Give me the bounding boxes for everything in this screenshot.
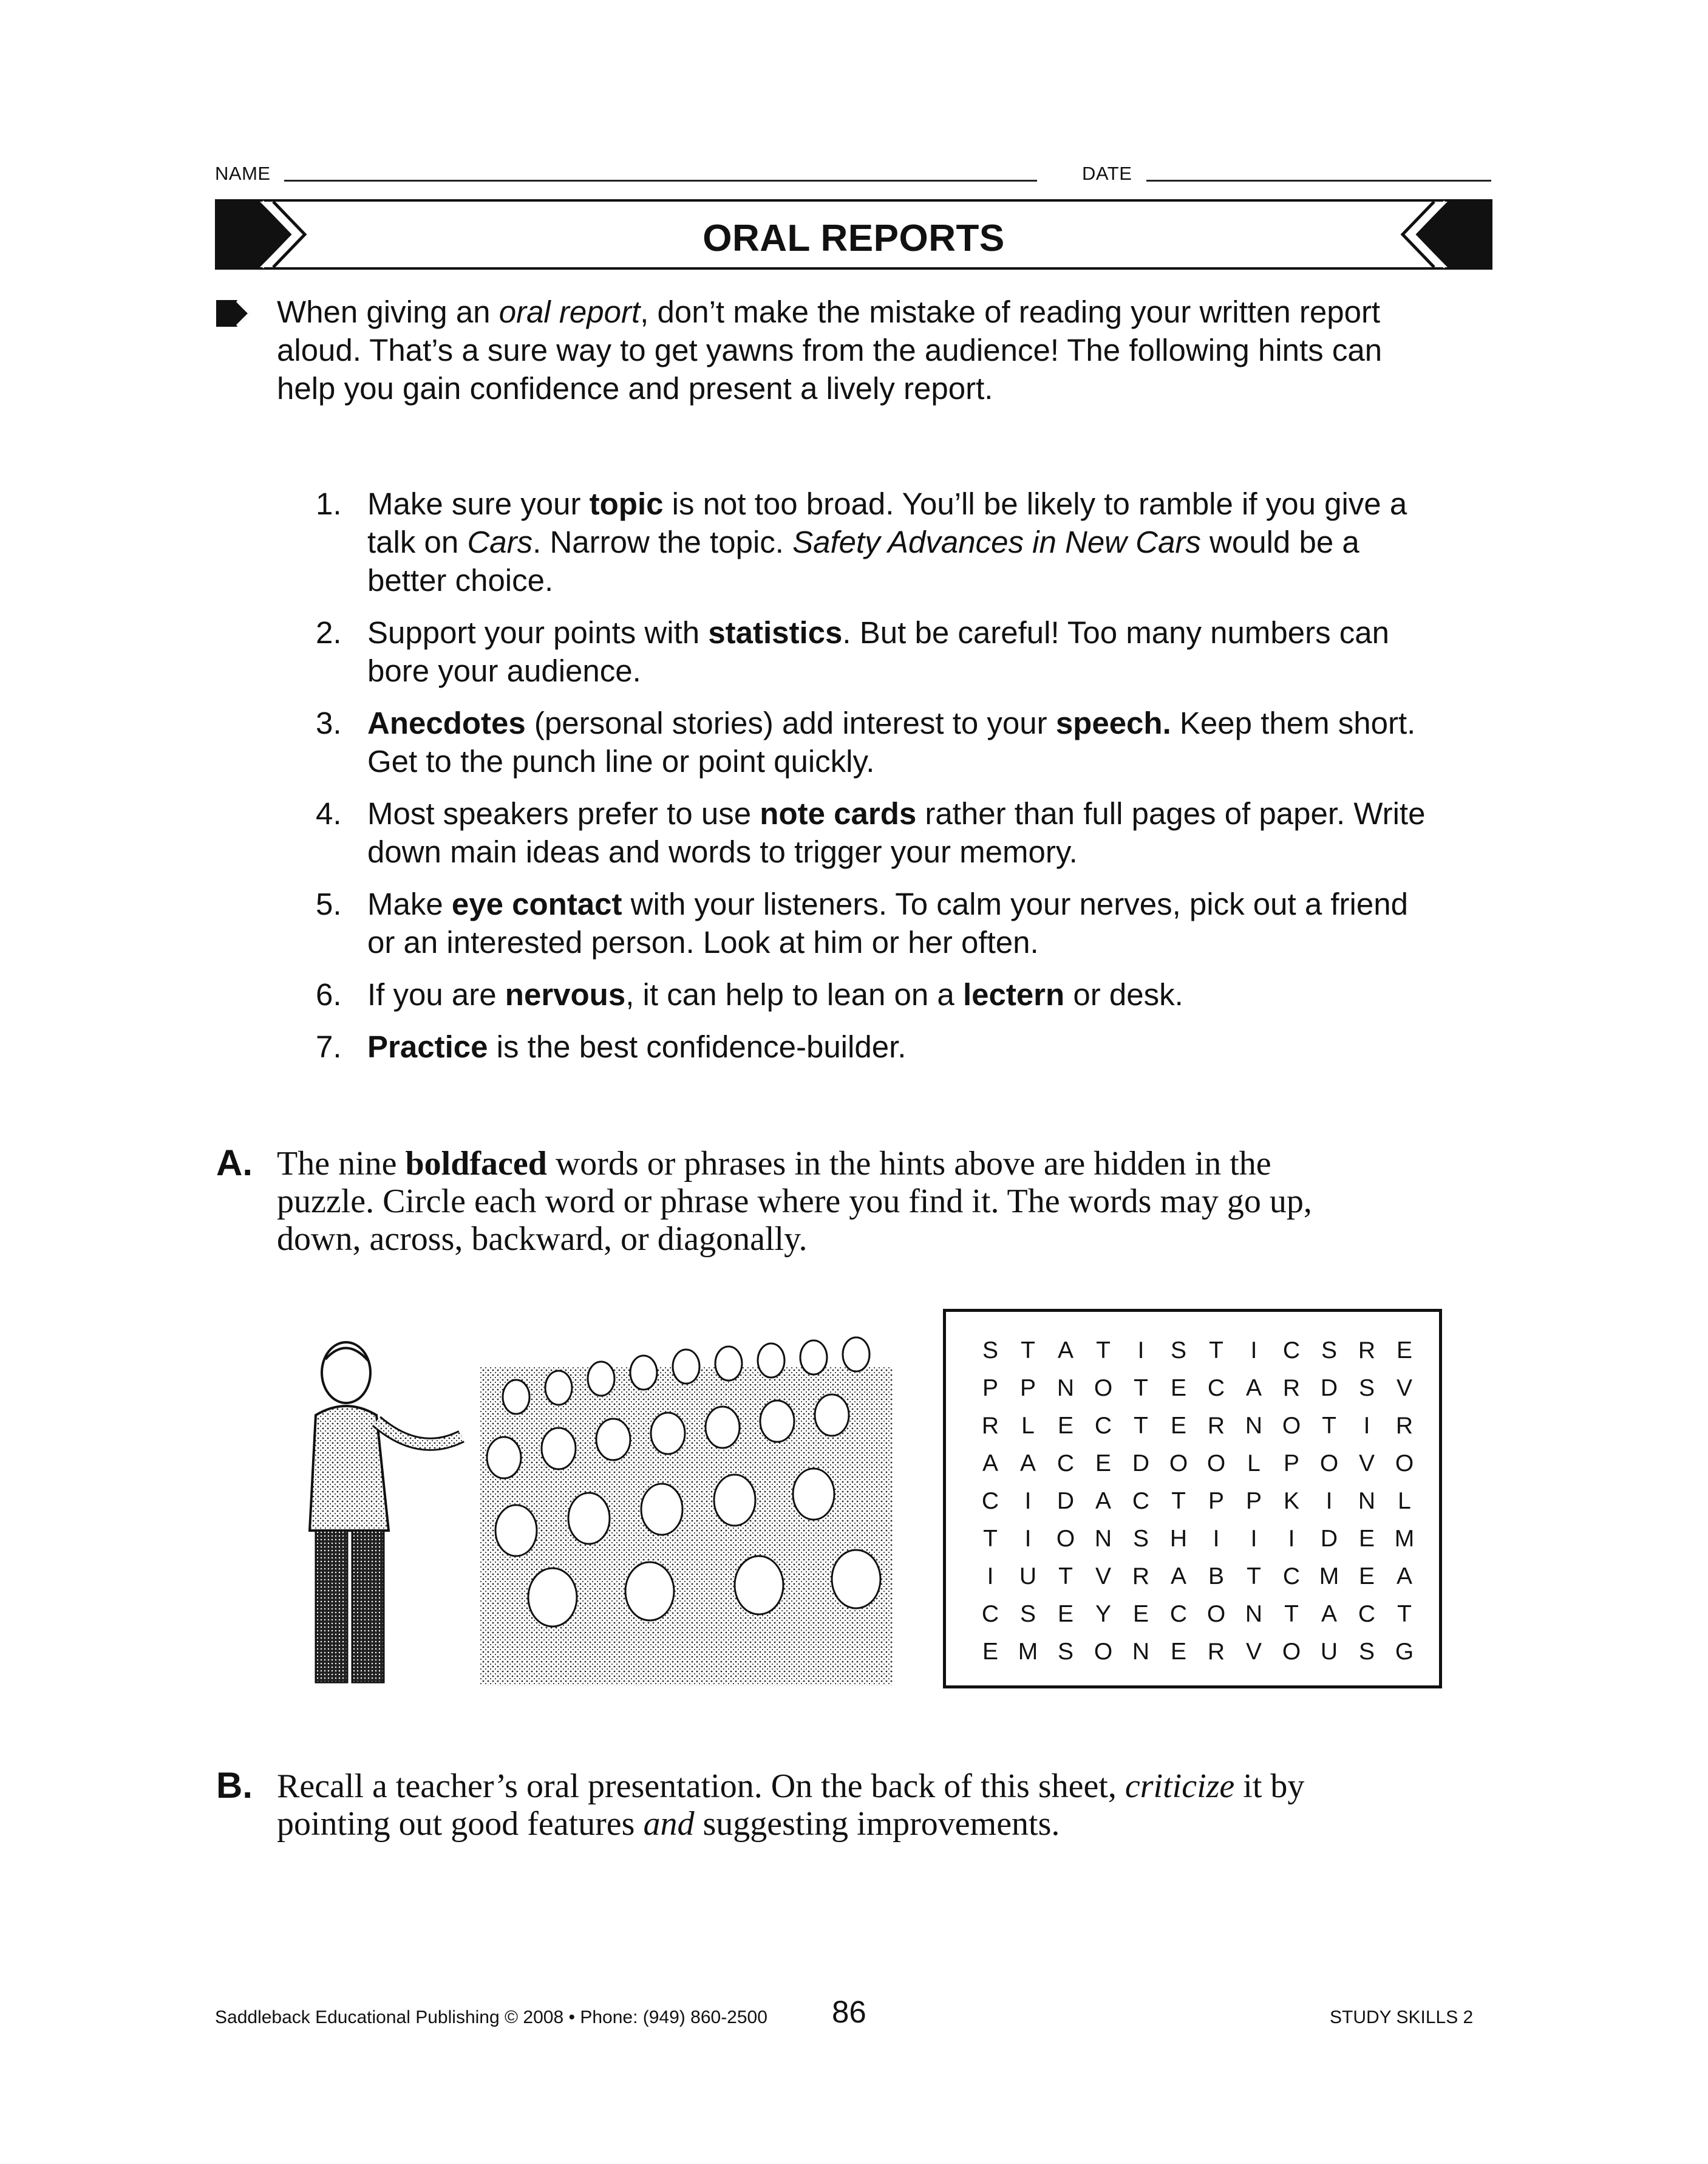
puzzle-letter[interactable]: U: [1320, 1639, 1338, 1665]
puzzle-letter[interactable]: E: [982, 1639, 998, 1665]
puzzle-letter[interactable]: C: [1282, 1563, 1301, 1589]
puzzle-letter[interactable]: O: [1094, 1375, 1113, 1401]
list-item: [316, 485, 1427, 599]
puzzle-letter[interactable]: R: [1207, 1413, 1225, 1439]
puzzle-letter[interactable]: C: [1056, 1450, 1075, 1476]
bold-term: eye contact: [451, 887, 622, 921]
puzzle-letter[interactable]: O: [1169, 1450, 1188, 1476]
puzzle-letter[interactable]: V: [1396, 1375, 1412, 1401]
puzzle-letter[interactable]: S: [1170, 1337, 1186, 1364]
text: The nine: [277, 1145, 406, 1183]
bold-term: note cards: [760, 796, 917, 831]
name-line[interactable]: [284, 180, 1037, 182]
puzzle-letter[interactable]: O: [1206, 1601, 1226, 1627]
puzzle-letter[interactable]: S: [1321, 1337, 1337, 1364]
puzzle-letter[interactable]: P: [1283, 1450, 1299, 1476]
puzzle-letter[interactable]: V: [1358, 1450, 1375, 1476]
bold-term: Anecdotes: [367, 706, 526, 740]
puzzle-letter[interactable]: U: [1019, 1563, 1037, 1589]
page-title: ORAL REPORTS: [703, 217, 1005, 259]
puzzle-letter[interactable]: E: [1358, 1563, 1375, 1589]
puzzle-row: [971, 1524, 1423, 1562]
puzzle-letter[interactable]: C: [1207, 1375, 1225, 1401]
puzzle-letter[interactable]: C: [981, 1488, 999, 1514]
puzzle-letter[interactable]: B: [1208, 1563, 1224, 1589]
puzzle-letter[interactable]: T: [1021, 1337, 1035, 1364]
puzzle-letter[interactable]: A: [1396, 1563, 1412, 1589]
item-number: 3.: [316, 706, 342, 740]
puzzle-letter[interactable]: S: [1358, 1639, 1375, 1665]
puzzle-letter[interactable]: I: [1024, 1526, 1032, 1552]
footer-publisher: Saddleback Educational Publishing © 2008 • Phone: (949) 860-2500: [215, 2007, 767, 2027]
puzzle-row: [971, 1637, 1423, 1675]
text: is the best confidence-builder.: [488, 1029, 907, 1064]
puzzle-letter[interactable]: N: [1358, 1488, 1376, 1514]
puzzle-letter[interactable]: I: [1288, 1526, 1295, 1552]
puzzle-letter[interactable]: O: [1282, 1639, 1301, 1665]
intro-italic: oral report: [498, 295, 641, 329]
puzzle-letter[interactable]: S: [982, 1337, 998, 1364]
puzzle-letter[interactable]: O: [1282, 1413, 1301, 1439]
puzzle-letter[interactable]: R: [1358, 1337, 1376, 1364]
puzzle-letter[interactable]: M: [1394, 1526, 1415, 1552]
puzzle-letter[interactable]: A: [1321, 1601, 1337, 1627]
puzzle-letter[interactable]: T: [1397, 1601, 1412, 1627]
audience-crowd: [480, 1337, 893, 1685]
puzzle-letter[interactable]: V: [1245, 1639, 1262, 1665]
puzzle-letter[interactable]: T: [1134, 1375, 1148, 1401]
puzzle-letter[interactable]: I: [1363, 1413, 1370, 1439]
text: with your listeners. To calm your nerves, pick out a friend or an interested person. Look at him or her often.: [367, 887, 1408, 960]
puzzle-letter[interactable]: S: [1132, 1526, 1149, 1552]
puzzle-letter[interactable]: A: [1245, 1375, 1262, 1401]
text: words or phrases in the hints above are hidden in the puzzle. Circle each word or phrase where you find it. The words may go up, down, across, backward, or diagonally.: [277, 1145, 1312, 1258]
text: , it can help to lean on a: [625, 977, 963, 1012]
puzzle-letter[interactable]: A: [1095, 1488, 1111, 1514]
puzzle-letter[interactable]: R: [1395, 1413, 1414, 1439]
puzzle-letter[interactable]: I: [1250, 1526, 1257, 1552]
puzzle-letter[interactable]: M: [1319, 1563, 1339, 1589]
list-item: [316, 704, 1427, 780]
puzzle-letter[interactable]: P: [1208, 1488, 1224, 1514]
text: it by pointing out good features: [277, 1767, 1305, 1843]
text: . But be careful! Too many numbers can bore your audience.: [367, 615, 1389, 688]
item-number: 5.: [316, 887, 342, 921]
text: would be a better choice.: [367, 525, 1359, 598]
puzzle-letter[interactable]: E: [1170, 1639, 1186, 1665]
puzzle-letter[interactable]: Y: [1095, 1601, 1111, 1627]
puzzle-letter[interactable]: A: [1170, 1563, 1186, 1589]
list-item: [316, 794, 1427, 871]
text: Make: [367, 887, 452, 921]
puzzle-letter[interactable]: R: [1207, 1639, 1225, 1665]
puzzle-row: [971, 1336, 1423, 1374]
text: rather than full pages of paper. Write down main ideas and words to trigger your memory.: [367, 796, 1426, 869]
puzzle-letter[interactable]: D: [1132, 1450, 1150, 1476]
puzzle-row: [971, 1600, 1423, 1637]
puzzle-letter[interactable]: C: [1132, 1488, 1150, 1514]
text: suggesting improvements.: [694, 1805, 1060, 1843]
italic-term: and: [643, 1805, 695, 1843]
puzzle-row: [971, 1487, 1423, 1524]
puzzle-letter[interactable]: R: [1132, 1563, 1150, 1589]
puzzle-letter[interactable]: E: [1057, 1413, 1073, 1439]
puzzle-letter[interactable]: T: [1247, 1563, 1261, 1589]
text: Make sure your: [367, 486, 590, 521]
bold-term: topic: [589, 486, 664, 521]
intro-text-2: , don’t make the mistake of reading your written report aloud. That’s a sure way to get yawns from the audience! The following hints can help you gain confidence and present a lively report.: [277, 295, 1383, 406]
audience-illustration: [298, 1330, 893, 1685]
item-number: 6.: [316, 977, 342, 1012]
section-a-instructions: [277, 1145, 1370, 1258]
puzzle-letter[interactable]: O: [1319, 1450, 1339, 1476]
puzzle-letter[interactable]: N: [1245, 1601, 1263, 1627]
puzzle-letter[interactable]: A: [1057, 1337, 1073, 1364]
puzzle-row: [971, 1562, 1423, 1600]
text: Recall a teacher’s oral presentation. On the back of this sheet,: [277, 1767, 1125, 1805]
puzzle-letter[interactable]: C: [1358, 1601, 1376, 1627]
puzzle-letter[interactable]: P: [1019, 1375, 1036, 1401]
puzzle-letter[interactable]: O: [1056, 1526, 1075, 1552]
puzzle-letter[interactable]: I: [1213, 1526, 1220, 1552]
section-b-letter: B.: [216, 1765, 253, 1806]
puzzle-letter[interactable]: N: [1245, 1413, 1263, 1439]
puzzle-letter[interactable]: M: [1018, 1639, 1038, 1665]
puzzle-letter[interactable]: E: [1057, 1601, 1073, 1627]
puzzle-letter[interactable]: K: [1283, 1488, 1299, 1514]
puzzle-letter[interactable]: N: [1056, 1375, 1075, 1401]
bold-term: nervous: [505, 977, 626, 1012]
puzzle-letter[interactable]: A: [1019, 1450, 1036, 1476]
item-number: 7.: [316, 1029, 342, 1064]
puzzle-letter[interactable]: H: [1169, 1526, 1188, 1552]
puzzle-letter[interactable]: E: [1170, 1375, 1186, 1401]
word-search-puzzle[interactable]: [943, 1309, 1442, 1688]
puzzle-letter[interactable]: C: [1282, 1337, 1301, 1364]
puzzle-letter[interactable]: D: [1320, 1526, 1338, 1552]
intro-paragraph: [277, 293, 1431, 408]
text: Support your points with: [367, 615, 709, 650]
section-a-letter: A.: [216, 1142, 253, 1183]
puzzle-letter[interactable]: N: [1094, 1526, 1112, 1552]
puzzle-letter[interactable]: P: [982, 1375, 998, 1401]
puzzle-letter[interactable]: T: [1134, 1413, 1148, 1439]
list-item: [316, 1028, 1427, 1066]
arrow-bullet-icon: [216, 300, 250, 327]
text: is not too broad. You’ll be likely to ramble if you give a talk on: [367, 486, 1407, 559]
text: (personal stories) add interest to your: [525, 706, 1056, 740]
text: Keep them short. Get to the punch line or point quickly.: [367, 706, 1416, 779]
puzzle-letter[interactable]: S: [1358, 1375, 1375, 1401]
bold-term: Practice: [367, 1029, 488, 1064]
puzzle-letter[interactable]: O: [1094, 1639, 1113, 1665]
puzzle-letter[interactable]: T: [1171, 1488, 1186, 1514]
puzzle-letter[interactable]: S: [1057, 1639, 1073, 1665]
puzzle-letter[interactable]: E: [1396, 1337, 1412, 1364]
puzzle-letter[interactable]: O: [1206, 1450, 1226, 1476]
puzzle-letter[interactable]: T: [1058, 1563, 1073, 1589]
name-label: NAME: [215, 163, 271, 184]
list-item: [316, 975, 1427, 1014]
item-number: 1.: [316, 486, 342, 521]
puzzle-letter[interactable]: A: [982, 1450, 998, 1476]
puzzle-row: [971, 1374, 1423, 1411]
puzzle-letter[interactable]: E: [1132, 1601, 1149, 1627]
puzzle-grid[interactable]: [971, 1336, 1423, 1675]
puzzle-letter[interactable]: V: [1095, 1563, 1111, 1589]
puzzle-letter[interactable]: R: [981, 1413, 999, 1439]
title-banner: [215, 199, 1492, 270]
text: If you are: [367, 977, 505, 1012]
puzzle-letter[interactable]: I: [1024, 1488, 1032, 1514]
puzzle-letter[interactable]: C: [1169, 1601, 1188, 1627]
bold-term: lectern: [962, 977, 1065, 1012]
bold-term: boldfaced: [405, 1145, 547, 1183]
hints-list: [316, 485, 1427, 1080]
puzzle-letter[interactable]: D: [1320, 1375, 1338, 1401]
puzzle-letter[interactable]: T: [983, 1526, 998, 1552]
list-item: [316, 885, 1427, 961]
puzzle-letter[interactable]: I: [1325, 1488, 1333, 1514]
puzzle-letter[interactable]: T: [1284, 1601, 1299, 1627]
puzzle-letter[interactable]: L: [1021, 1413, 1035, 1439]
puzzle-letter[interactable]: I: [1250, 1337, 1257, 1364]
puzzle-letter[interactable]: P: [1245, 1488, 1262, 1514]
page-number: 86: [832, 1995, 866, 2029]
item-number: 2.: [316, 615, 342, 650]
puzzle-row: [971, 1411, 1423, 1449]
puzzle-letter[interactable]: E: [1170, 1413, 1186, 1439]
puzzle-letter[interactable]: D: [1056, 1488, 1075, 1514]
puzzle-letter[interactable]: R: [1282, 1375, 1301, 1401]
text: Most speakers prefer to use: [367, 796, 760, 831]
puzzle-letter[interactable]: E: [1358, 1526, 1375, 1552]
bold-term: speech.: [1055, 706, 1171, 740]
text: or desk.: [1064, 977, 1183, 1012]
puzzle-letter[interactable]: L: [1247, 1450, 1261, 1476]
italic-term: criticize: [1124, 1767, 1235, 1805]
italic-term: Cars: [467, 525, 533, 559]
puzzle-letter[interactable]: T: [1209, 1337, 1223, 1364]
puzzle-letter[interactable]: G: [1395, 1639, 1414, 1665]
date-label: DATE: [1082, 163, 1132, 184]
puzzle-letter[interactable]: L: [1398, 1488, 1411, 1514]
bold-term: statistics: [708, 615, 843, 650]
section-b-instructions: [277, 1767, 1333, 1843]
puzzle-letter[interactable]: S: [1019, 1601, 1036, 1627]
date-line[interactable]: [1146, 180, 1491, 182]
text: . Narrow the topic.: [532, 525, 793, 559]
puzzle-letter[interactable]: E: [1095, 1450, 1111, 1476]
list-item: [316, 613, 1427, 690]
item-number: 4.: [316, 796, 342, 831]
italic-term: Safety Advances in New Cars: [792, 525, 1201, 559]
footer-series: STUDY SKILLS 2: [1330, 2007, 1474, 2027]
puzzle-row: [971, 1449, 1423, 1487]
intro-text-1: When giving an: [277, 295, 499, 329]
puzzle-letter[interactable]: I: [987, 1563, 994, 1589]
puzzle-letter[interactable]: N: [1132, 1639, 1150, 1665]
speaker-figure: [310, 1342, 461, 1682]
puzzle-letter[interactable]: C: [1094, 1413, 1112, 1439]
puzzle-letter[interactable]: C: [981, 1601, 999, 1627]
puzzle-letter[interactable]: T: [1322, 1413, 1336, 1439]
puzzle-letter[interactable]: I: [1137, 1337, 1145, 1364]
puzzle-letter[interactable]: T: [1096, 1337, 1111, 1364]
puzzle-letter[interactable]: O: [1395, 1450, 1414, 1476]
